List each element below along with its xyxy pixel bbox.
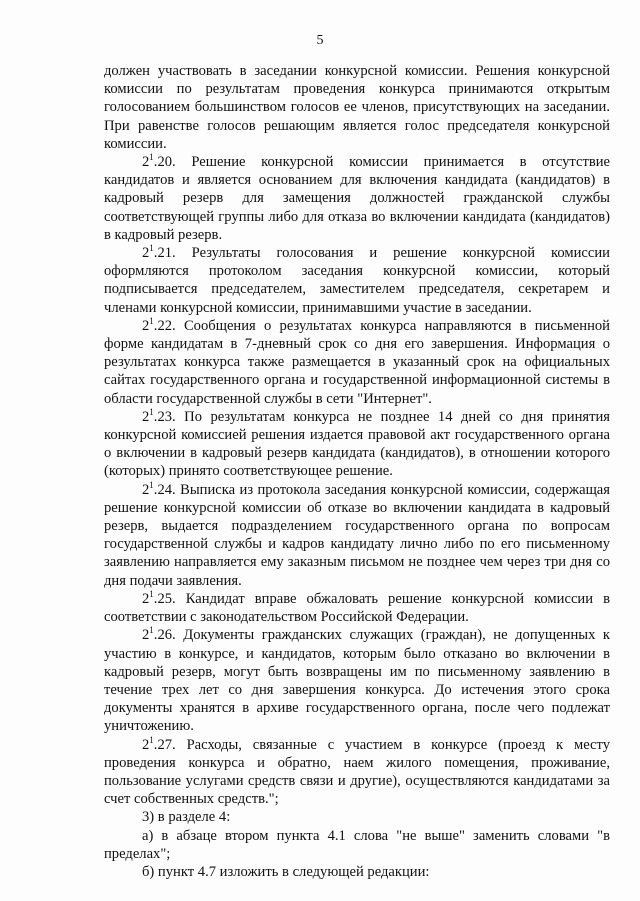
paragraph-text: должен участвовать в заседании конкурсной комиссии. Решения конкурсной комиссии по результатам проведения конкурса принимаются открытым голосованием большинством голосов ее членов, присутствующих на заседании. При равенстве голосов решающим является голос председателя конкурсной комиссии. [104, 63, 610, 152]
clause-2-1-22 [104, 317, 610, 408]
clause-2-1-21 [104, 244, 610, 317]
item-section-4 [104, 808, 610, 826]
clause-2-1-20 [104, 153, 610, 244]
paragraph-text: Кандидат вправе обжаловать решение конкурсной комиссии в соответствии с законодательством Российской Федерации. [104, 590, 610, 626]
clause-number: $2^1.24$. [142, 479, 176, 498]
paragraph-text: Расходы, связанные с участием в конкурсе (проезд к месту проведения конкурса и обратно, наем жилого помещения, проживание, пользование услугами средств связи и другие), осуществляются кандидатами за счет собственных средств."; [104, 736, 610, 808]
paragraph-text: а) в абзаце втором пункта 4.1 слова "не выше" заменить словами "в пределах"; [104, 827, 610, 862]
paragraph-text: 3) в разделе 4: [142, 809, 231, 826]
paragraph-text: Сообщения о результатах конкурса направляются в письменной форме кандидатам в 7-дневный срок со дня его завершения. Информация о результатах конкурса также размещается в указанный срок на официальных сайтах государственного органа и государственной информационной системы в области государственной службы в сети "Интернет". [104, 317, 610, 407]
document-body [104, 62, 610, 881]
item-b [104, 863, 610, 881]
clause-2-1-25 [104, 590, 610, 626]
paragraph-continuation [104, 62, 610, 153]
clause-2-1-23 [104, 408, 610, 481]
clause-number: $2^1.21$. [142, 243, 176, 262]
paragraph-text: Результаты голосования и решение конкурсной комиссии оформляются протоколом заседания конкурсной комиссии, который подписывается председателем, заместителем председателя, секретарем и членами конкурсной комиссии, принимавшими участие в заседании. [104, 245, 610, 316]
clause-number: $2^1.22$. [142, 315, 176, 334]
paragraph-text: б) пункт 4.7 изложить в следующей редакции: [142, 863, 430, 880]
clause-number: $2^1.23$. [142, 406, 176, 425]
clause-2-1-26 [104, 626, 610, 735]
clause-number: $2^1.27$. [142, 734, 176, 753]
clause-2-1-24 [104, 481, 610, 590]
clause-2-1-27 [104, 736, 610, 809]
paragraph-text: Решение конкурсной комиссии принимается в отсутствие кандидатов и является основанием для включения кандидата (кандидатов) в кадровый резерв для замещения должностей гражданской службы соответствующей группы либо для отказа во включении кандидата (кандидатов) в кадровый резерв. [104, 154, 610, 243]
paragraph-text: Документы гражданских служащих (граждан), не допущенных к участию в конкурсе, и кандидатов, которым было отказано во включении в кадровый резерв, могут быть возвращены им по письменному заявлению в течение трех лет со дня завершения конкурса. До истечения этого срока документы хранятся в архиве государственного органа, после чего подлежат уничтожению. [104, 627, 610, 735]
clause-number: $2^1.25$. [142, 588, 176, 607]
page-number: 5 [316, 33, 324, 48]
paragraph-text: По результатам конкурса не позднее 14 дней со дня принятия конкурсной комиссией решения издается правовой акт государственного органа о включении в кадровый резерв кандидата (кандидатов), в отношении которого (которых) принято соответствующее решение. [104, 408, 610, 480]
paragraph-text: Выписка из протокола заседания конкурсной комиссии, содержащая решение конкурсной комиссии об отказе во включении кандидата в кадровый резерв, выдается подразделением государственного органа по вопросам государственной службы и кадров кандидату лично либо по его письменному заявлению направляется ему заказным письмом не позднее чем через три дня со дня подачи заявления. [104, 481, 610, 589]
clause-number: $2^1.26$. [142, 625, 176, 644]
clause-number: $2^1.20$. [142, 152, 176, 171]
item-a [104, 827, 610, 863]
